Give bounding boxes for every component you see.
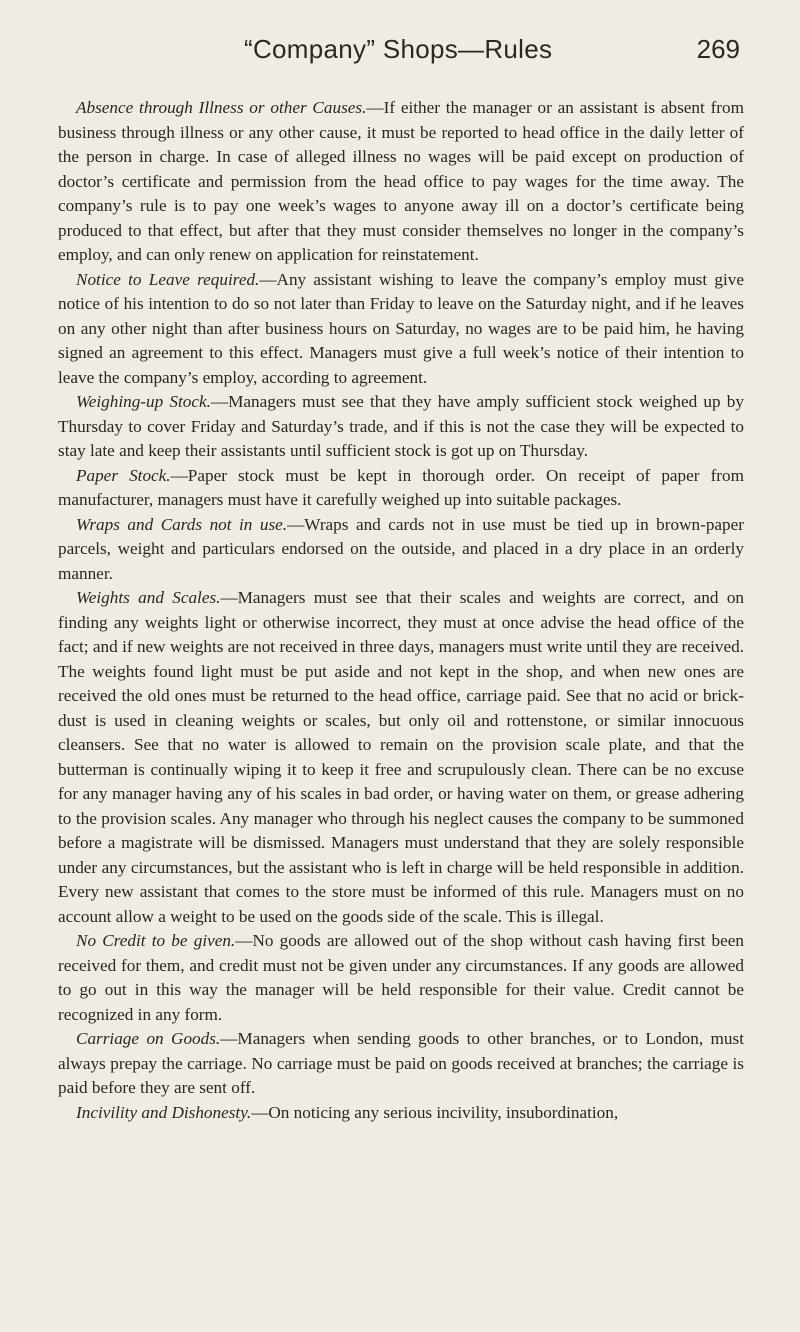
- paragraph-text: —Managers must see that they have amply sufficient stock weighed up by Thursday to cover Friday and Saturday’s trade, and if this is not the case they will be expected to stay late and keep their assistants until sufficient stock is got up on Thursday.: [58, 392, 744, 460]
- page-header: [0, 34, 800, 74]
- paragraph-carriage-on-goods: [58, 1027, 744, 1101]
- paragraph-no-credit: [58, 929, 744, 1027]
- paragraph-title: Wraps and Cards not in use.: [76, 514, 288, 534]
- paragraph-text: —On noticing any serious incivility, insubordination,: [251, 1102, 619, 1122]
- paragraph-title: Carriage on Goods.: [76, 1029, 221, 1048]
- paragraph-text: —If either the manager or an assistant is absent from business through illness or any other cause, it must be reported to head office in the daily letter of the person in charge. In case of alleged illness no wages will be paid except on production of doctor’s certificate and permission from the head office to pay wages for the time away. The company’s rule is to pay one week’s wages to anyone away ill on a doctor’s certificate being produced to that effect, but after that they must consider themselves no longer in the company’s employ, and can only renew on application for reinstatement.: [58, 98, 744, 264]
- running-head: “Company” Shops—Rules: [244, 34, 553, 64]
- paragraph-absence: [58, 96, 744, 268]
- paragraph-title: Notice to Leave required.: [76, 269, 260, 289]
- paragraph-text: —Paper stock must be kept in thorough order. On receipt of paper from manufacturer, managers must have it carefully weighed up into suitable packages.: [58, 465, 744, 509]
- paragraph-text: —Managers when sending goods to other branches, or to London, must always prepay the carriage. No carriage must be paid on goods received at branches; the carriage is paid before they are sent off.: [58, 1029, 744, 1097]
- page-number: 269: [696, 34, 740, 64]
- paragraph-title: No Credit to be given.: [76, 931, 236, 950]
- paragraph-notice-to-leave: [58, 268, 744, 391]
- body-text: [58, 96, 744, 1125]
- paragraph-text: —Managers must see that their scales and weights are correct, and on finding any weights light or otherwise incorrect, they must at once advise the head office of the fact; and if new weights are not received in three days, managers must write until they are received. The weights found light must be put aside and not kept in the shop, and when new ones are received the old ones must be returned to the head office, carriage paid. See that no acid or brick-dust is used in cleaning weights or scales, but only oil and rottenstone, or similar innocuous cleansers. See that no water is allowed to remain on the provision scale plate, and that the butterman is continually wiping it to keep it free and scrupulously clean. There can be no excuse for any manager having any of his scales in bad order, or having water on them, or grease adhering to the provision scales. Any manager who through his neglect causes the company to be summoned before a magistrate will be dismissed. Managers must understand that they are solely responsible under any circumstances, but the assistant who is left in charge will be held responsible in addition. Every new assistant that comes to the store must be informed of this rule. Managers must on no account allow a weight to be used on the goods side of the scale. This is illegal.: [58, 588, 745, 926]
- paragraph-incivility: [58, 1101, 744, 1126]
- paragraph-paper-stock: [58, 464, 744, 513]
- paragraph-weights-and-scales: [58, 586, 744, 929]
- paragraph-weighing-up-stock: [58, 390, 744, 464]
- paragraph-title: Weights and Scales.: [76, 588, 221, 607]
- paragraph-title: Paper Stock.: [76, 465, 171, 485]
- paragraph-text: —No goods are allowed out of the shop without cash having first been received for them, and credit must not be given under any circumstances. If any goods are allowed to go out in this way the manager will be held responsible for their value. Credit cannot be recognized in any form.: [58, 931, 744, 1024]
- paragraph-text: —Any assistant wishing to leave the company’s employ must give notice of his intention to do so not later than Friday to leave on the Saturday night, and if he leaves on any other night than after business hours on Saturday, no wages are to be paid him, he having signed an agreement to this effect. Managers must give a full week’s notice of their intention to leave the company’s employ, according to agreement.: [58, 269, 745, 387]
- paragraph-title: Incivility and Dishonesty.: [76, 1102, 252, 1122]
- paragraph-wraps-and-cards: [58, 513, 744, 587]
- paragraph-title: Weighing-up Stock.: [76, 392, 211, 411]
- paragraph-text: —Wraps and cards not in use must be tied up in brown-paper parcels, weight and particulars endorsed on the outside, and placed in a dry place in an orderly manner.: [58, 514, 744, 583]
- paragraph-title: Absence through Illness or other Causes.: [76, 98, 367, 117]
